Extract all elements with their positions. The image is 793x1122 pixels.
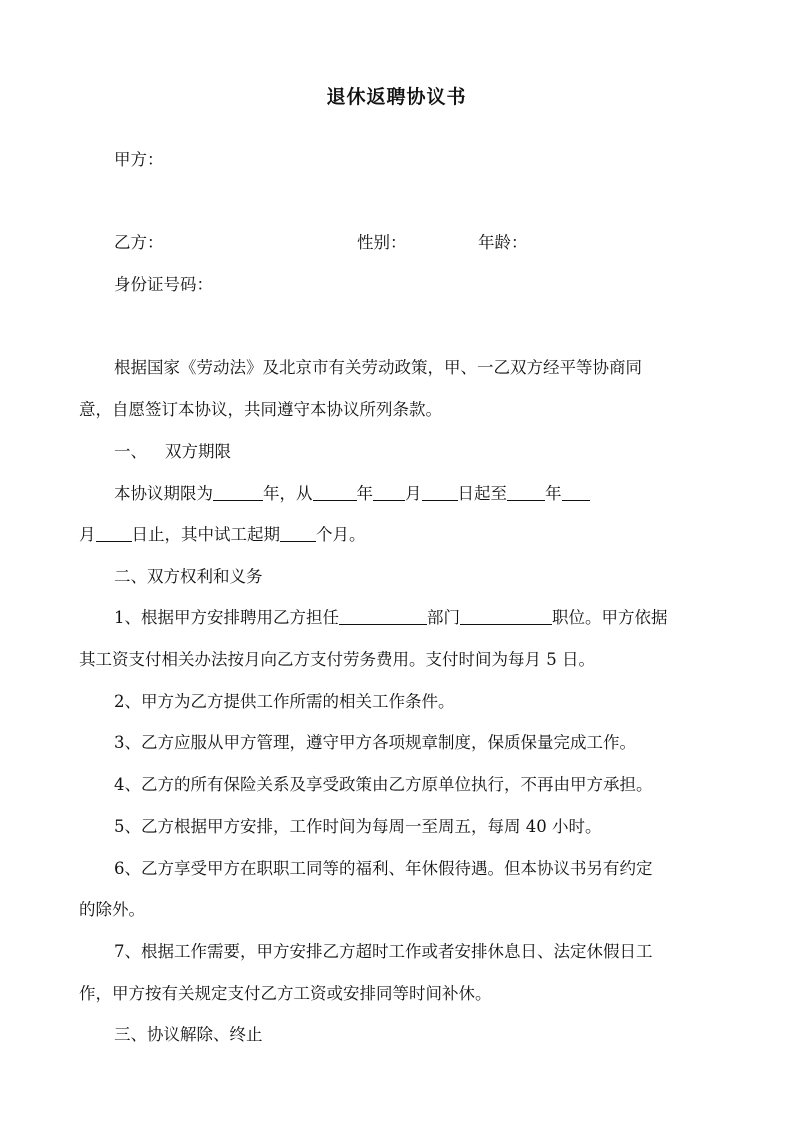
term-year-text: 年，从 — [263, 484, 313, 503]
blank-start-year[interactable] — [313, 482, 357, 501]
age-label: 年龄： — [478, 233, 528, 252]
document-title: 退休返聘协议书 — [326, 86, 467, 108]
party-b-label: 乙方： — [114, 233, 164, 252]
intro-paragraph-line2: 意，自愿签订本协议，共同遵守本协议所列条款。 — [79, 400, 442, 419]
blank-start-day[interactable] — [422, 482, 458, 501]
trial-months-text: 个月。 — [316, 525, 366, 544]
term-clause-line1 — [114, 482, 590, 506]
clause-6-line2: 的除外。 — [79, 900, 145, 919]
end-day-text: 日止，其中试工起期 — [131, 525, 280, 544]
section1-heading — [114, 440, 231, 464]
start-day-text: 日起至 — [457, 484, 507, 503]
clause-2: 2、甲方为乙方提供工作所需的相关工作条件。 — [114, 692, 455, 711]
clause-1-dept-text: 部门 — [427, 608, 460, 627]
blank-end-day[interactable] — [96, 523, 132, 542]
blank-term-years[interactable] — [213, 482, 263, 501]
start-month-text: 月 — [405, 484, 422, 503]
clause-1-prefix: 1、根据甲方安排聘用乙方担任 — [114, 608, 339, 627]
end-year-text: 年 — [545, 484, 562, 503]
section1-heading-number: 一、 — [114, 442, 147, 461]
party-a-label: 甲方： — [114, 150, 164, 169]
clause-6-line1: 6、乙方享受甲方在职职工同等的福利、年休假待遇。但本协议书另有约定 — [114, 859, 653, 878]
intro-paragraph-line1: 根据国家《劳动法》及北京市有关劳动政策，甲、一乙双方经平等协商同 — [114, 358, 642, 377]
term-clause-line2 — [79, 523, 366, 547]
blank-end-year[interactable] — [507, 482, 545, 501]
start-year-text: 年 — [356, 484, 373, 503]
clause-5: 5、乙方根据甲方安排，工作时间为每周一至周五，每周 40 小时。 — [114, 817, 602, 836]
id-number-label: 身份证号码： — [114, 275, 213, 294]
section1-heading-text: 双方期限 — [165, 442, 231, 461]
blank-end-month-tail[interactable] — [562, 482, 590, 501]
clause-7-line2: 作，甲方按有关规定支付乙方工资或安排同等时间补休。 — [79, 984, 492, 1003]
blank-trial-months[interactable] — [280, 523, 316, 542]
blank-department[interactable] — [339, 606, 427, 625]
clause-1-position-text: 职位。甲方依据 — [552, 608, 668, 627]
section2-heading: 二、双方权利和义务 — [114, 567, 263, 586]
gender-label: 性别： — [357, 233, 407, 252]
clause-1-line1 — [114, 606, 668, 630]
section3-heading: 三、协议解除、终止 — [114, 1025, 263, 1044]
clause-4: 4、乙方的所有保险关系及享受政策由乙方原单位执行，不再由甲方承担。 — [114, 775, 653, 794]
blank-position[interactable] — [460, 606, 552, 625]
clause-1-line2: 其工资支付相关办法按月向乙方支付劳务费用。支付时间为每月 5 日。 — [79, 650, 595, 669]
clause-3: 3、乙方应服从甲方管理，遵守甲方各项规章制度，保质保量完成工作。 — [114, 733, 636, 752]
end-month-text: 月 — [79, 525, 96, 544]
blank-start-month[interactable] — [373, 482, 405, 501]
clause-7-line1: 7、根据工作需要，甲方安排乙方超时工作或者安排休息日、法定休假日工 — [114, 942, 653, 961]
term-prefix: 本协议期限为 — [114, 484, 213, 503]
